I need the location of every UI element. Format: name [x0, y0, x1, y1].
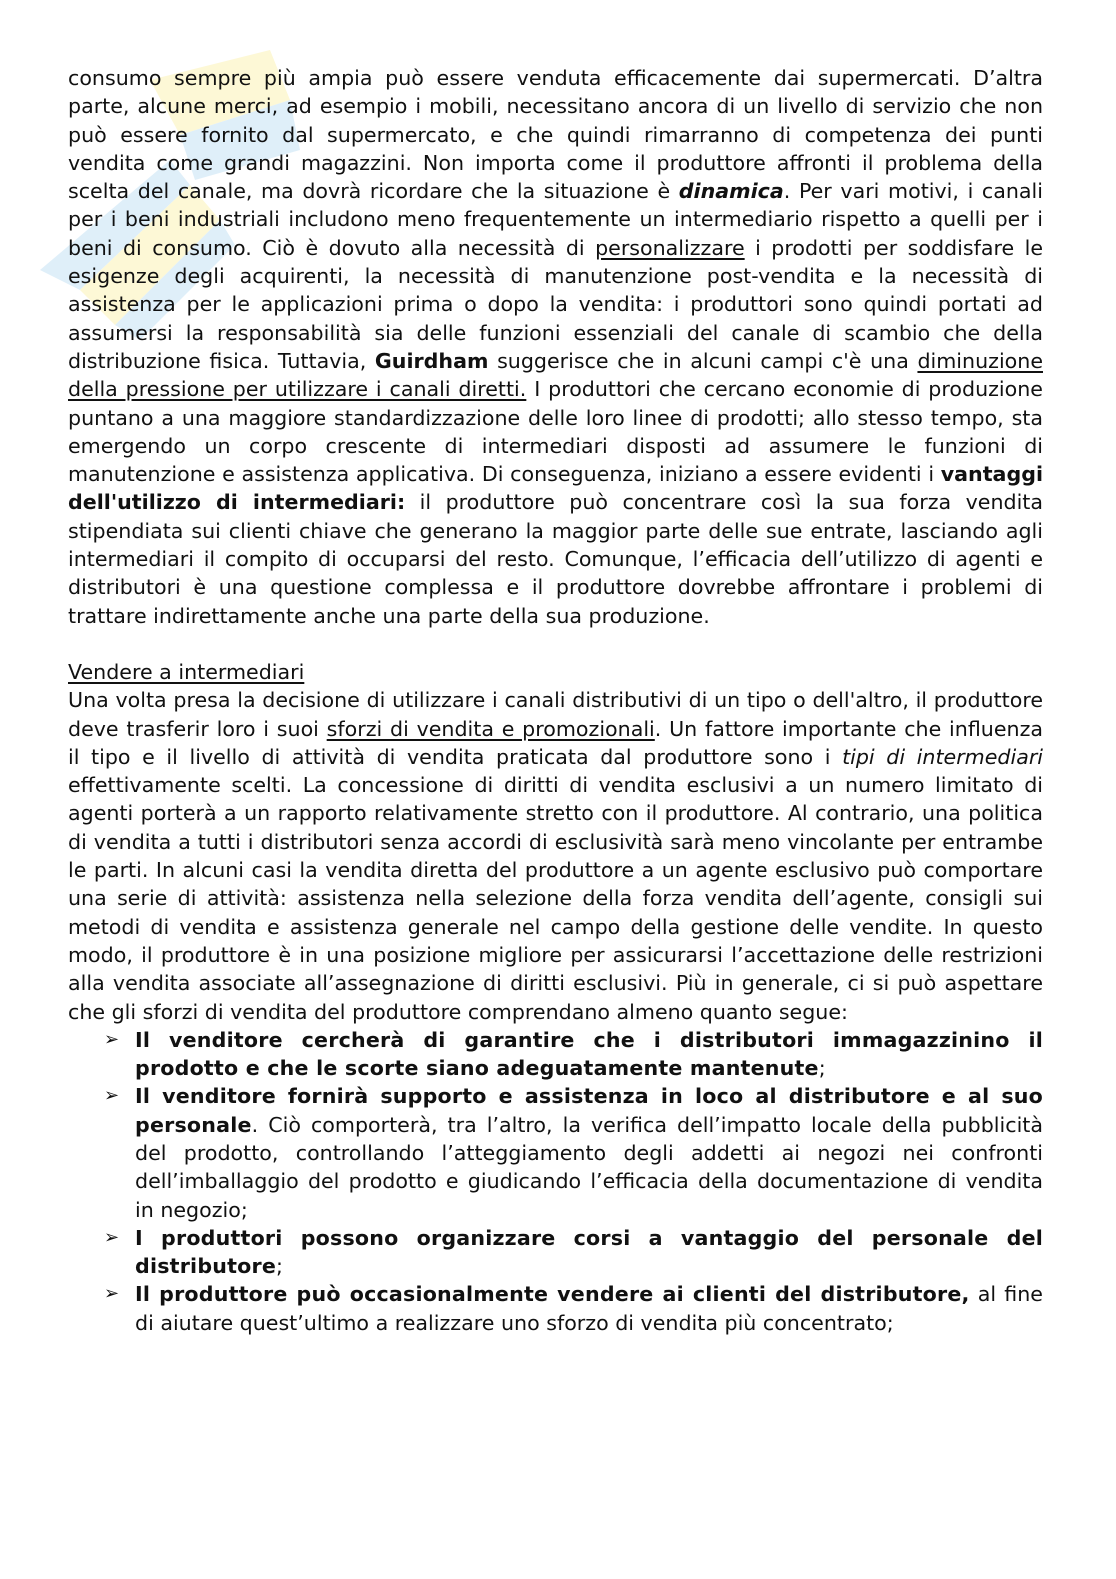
list-item: ➢ Il venditore fornirà supporto e assistenza in loco al distributore e al suo personale. Ciò comporterà, tra l’altro, la verifica dell’impatto locale della pubblicità del prodotto, controllando l’atteggiamento degli addetti ai negozi nei confronti dell’imballaggio del prodotto e giudicando l’efficacia della documentazione di vendita in negozio;: [104, 1084, 1043, 1222]
underline-sforzi: sforzi di vendita e promozionali: [326, 716, 655, 741]
arrow-bullet-icon: ➢: [104, 1226, 120, 1248]
arrow-bullet-icon: ➢: [104, 1283, 120, 1305]
emphasis-dinamica: dinamica: [678, 179, 784, 204]
paragraph-spacer: [68, 630, 1043, 658]
bullet-list: [68, 1026, 1043, 1337]
arrow-bullet-icon: ➢: [104, 1028, 120, 1050]
document-page: [68, 64, 1043, 1337]
bold-vantaggi: vantaggi dell'utilizzo di intermediari:: [68, 462, 1043, 515]
arrow-bullet-icon: ➢: [104, 1085, 120, 1107]
underline-personalizzare: personalizzare: [595, 235, 745, 260]
paragraph-intermediari: Una volta presa la decisione di utilizzare i canali distributivi di un tipo o dell'altro, il produttore deve trasferir loro i suoi sforzi di vendita e promozionali. Un fattore importante che influenza il tipo e il livello di attività di vendita praticata dal produttore sono i tipi di intermediari effettivamente scelti. La concessione di diritti di vendita esclusivi a un numero limitato di agenti porterà a un rapporto relativamente stretto con il produttore. Al contrario, una politica di vendita a tutti i distributori senza accordi di esclusività sarà meno vincolante per entrambe le parti. In alcuni casi la vendita diretta del produttore a un agente esclusivo può comportare una serie di attività: assistenza nella selezione della forza vendita dell’agente, consigli sui metodi di vendita e assistenza generale nel campo della gestione delle vendite. In questo modo, il produttore è in una posizione migliore per assicurarsi l’accettazione delle restrizioni alla vendita associate all’assegnazione di diritti esclusivi. Più in generale, ci si può aspettare che gli sforzi di vendita del produttore comprendano almeno quanto segue:: [68, 688, 1044, 1024]
author-guirdham: Guirdham: [374, 348, 489, 373]
italic-tipi: tipi di intermediari: [842, 744, 1044, 769]
list-item: ➢ I produttori possono organizzare corsi a vantaggio del personale del distributore;: [104, 1225, 1043, 1279]
section-heading: Vendere a intermediari: [68, 659, 305, 684]
list-item: ➢ Il venditore cercherà di garantire che i distributori immagazzinino il prodotto e che le scorte siano adeguatamente mantenute;: [104, 1027, 1043, 1081]
paragraph-channels: consumo sempre più ampia può essere venduta efficacemente dai supermercati. D’altra parte, alcune merci, ad esempio i mobili, necessitano ancora di un livello di servizio che non può essere fornito dal supermercato, e che quindi rimarranno di competenza dei punti vendita come grandi magazzini. Non importa come il produttore affronti il problema della scelta del canale, ma dovrà ricordare che la situazione è dinamica. Per vari motivi, i canali per i beni industriali includono meno frequentemente un intermediario rispetto a quelli per i beni di consumo. Ciò è dovuto alla necessità di personalizzare i prodotti per soddisfare le esigenze degli acquirenti, la necessità di manutenzione post-vendita e la necessità di assistenza per le applicazioni prima o dopo la vendita: i produttori sono quindi portati ad assumersi la responsabilità sia delle funzioni essenziali del canale di scambio che della distribuzione fisica. Tuttavia, Guirdham suggerisce che in alcuni campi c'è una diminuzione della pressione per utilizzare i canali diretti. I produttori che cercano economie di produzione puntano a una maggiore standardizzazione delle loro linee di prodotti; allo stesso tempo, sta emergendo un corpo crescente di intermediari disposti ad assumere le funzioni di manutenzione e assistenza applicativa. Di conseguenza, iniziano a essere evidenti i vantaggi dell'utilizzo di intermediari: il produttore può concentrare così la sua forza vendita stipendiata sui clienti chiave che generano la maggior parte delle sue entrate, lasciando agli intermediari il compito di occuparsi del resto. Comunque, l’efficacia dell’utilizzo di agenti e distributori è una questione complessa e il produttore dovrebbe affrontare i problemi di trattare indirettamente anche una parte della sua produzione.: [68, 66, 1043, 628]
underline-diminuzione: diminuzione della pressione per utilizzare i canali diretti.: [68, 348, 1043, 402]
list-item: ➢ Il produttore può occasionalmente vendere ai clienti del distributore, al fine di aiutare quest’ultimo a realizzare uno sforzo di vendita più concentrato;: [104, 1282, 1043, 1335]
